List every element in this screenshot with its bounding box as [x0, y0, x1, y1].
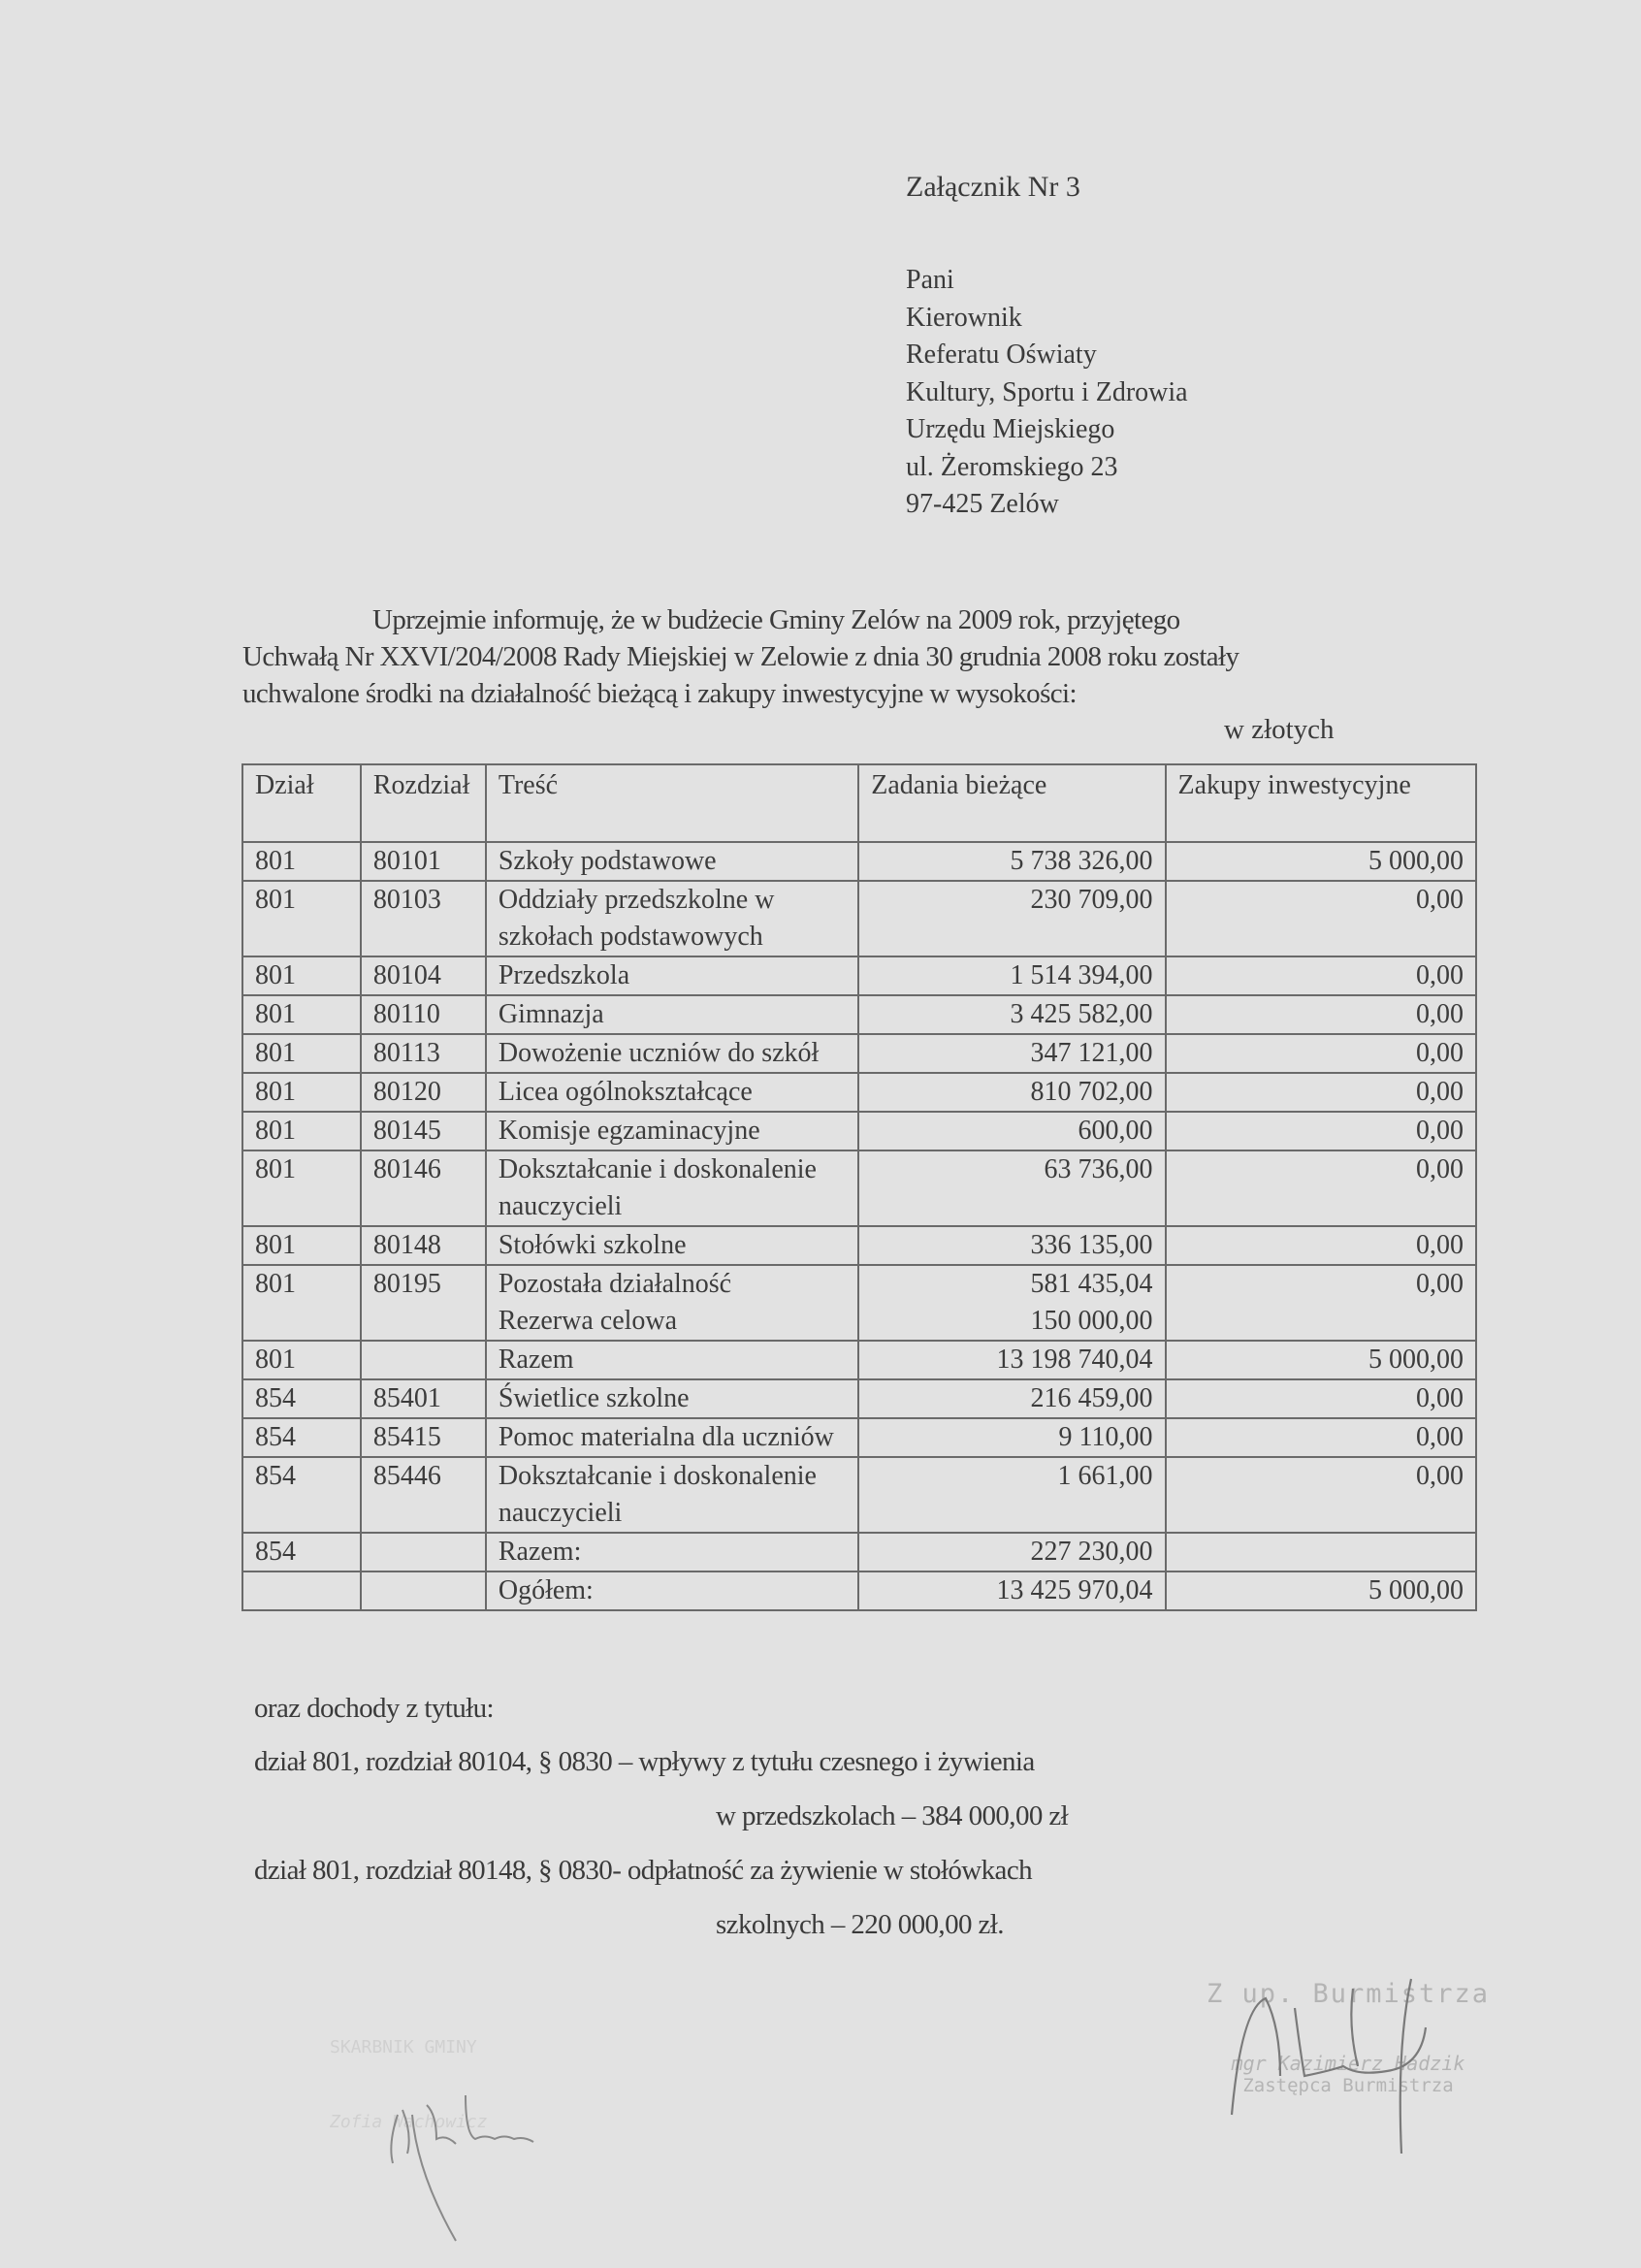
document-title: Załącznik Nr 3	[906, 171, 1080, 203]
cell-biezace: 216 459,00	[858, 1379, 1165, 1418]
cell-biezace: 227 230,00	[858, 1533, 1165, 1571]
header-tresc: Treść	[486, 764, 858, 842]
header-zadania-biezace: Zadania bieżące	[858, 764, 1165, 842]
recipient-address	[906, 262, 1188, 524]
cell-rozdzial: 80103	[361, 881, 486, 956]
table-row	[242, 1150, 1476, 1226]
table-row-total	[242, 1571, 1476, 1610]
budget-table	[241, 763, 1477, 1611]
tresc-line: Pozostała działalność	[498, 1269, 732, 1299]
cell-rozdzial: 80113	[361, 1034, 486, 1073]
cell-tresc: Razem:	[486, 1533, 858, 1571]
intro-line: Uprzejmie informuję, że w budżecie Gminy Zelów na 2009 rok, przyjętego	[372, 604, 1180, 635]
cell-tresc: Szkoły podstawowe	[486, 842, 858, 881]
biezace-line: 150 000,00	[1030, 1306, 1153, 1336]
cell-inwestycyjne: 0,00	[1166, 1073, 1477, 1112]
cell-biezace	[858, 1265, 1165, 1341]
cell-inwestycyjne: 0,00	[1166, 1226, 1477, 1265]
recipient-line: ul. Żeromskiego 23	[906, 451, 1118, 482]
table-header-row	[242, 764, 1476, 842]
header-rozdzial: Rozdział	[361, 764, 486, 842]
stamp-line: mgr Kazimierz Hadzik	[1231, 2052, 1465, 2075]
cell-rozdzial: 85401	[361, 1379, 486, 1418]
cell-dzial: 801	[242, 1073, 361, 1112]
cell-biezace: 347 121,00	[858, 1034, 1165, 1073]
stamp-line: Zastępca Burmistrza	[1242, 2075, 1454, 2096]
cell-inwestycyjne: 5 000,00	[1166, 1341, 1477, 1379]
cell-inwestycyjne: 5 000,00	[1166, 1571, 1477, 1610]
cell-biezace: 600,00	[858, 1112, 1165, 1150]
cell-biezace: 5 738 326,00	[858, 842, 1165, 881]
cell-rozdzial: 85446	[361, 1457, 486, 1533]
cell-rozdzial: 80120	[361, 1073, 486, 1112]
cell-dzial: 854	[242, 1379, 361, 1418]
header-zakupy-inwestycyjne: Zakupy inwestycyjne	[1166, 764, 1477, 842]
cell-biezace: 230 709,00	[858, 881, 1165, 956]
table-row	[242, 1034, 1476, 1073]
table-row	[242, 1379, 1476, 1418]
recipient-line: Referatu Oświaty	[906, 340, 1097, 370]
cell-dzial: 854	[242, 1418, 361, 1457]
cell-inwestycyjne: 0,00	[1166, 1265, 1477, 1341]
stamp-line: Zofia Wachowicz	[330, 2112, 488, 2132]
deputy-mayor-signature-icon	[1222, 1969, 1474, 2163]
cell-tresc: Gimnazja	[486, 995, 858, 1034]
cell-tresc: Licea ogólnokształcące	[486, 1073, 858, 1112]
cell-dzial: 801	[242, 995, 361, 1034]
cell-inwestycyjne: 0,00	[1166, 956, 1477, 995]
cell-dzial	[242, 1571, 361, 1610]
header-dzial: Dział	[242, 764, 361, 842]
cell-tresc: Świetlice szkolne	[486, 1379, 858, 1418]
stamp-line: SKARBNIK GMINY	[330, 2037, 477, 2057]
tresc-line: Rezerwa celowa	[498, 1306, 678, 1336]
recipient-line: Urzędu Miejskiego	[906, 414, 1115, 444]
income-item-2: dział 801, rozdział 80148, § 0830- odpłatność za żywienie w stołówkach	[254, 1855, 1032, 1886]
cell-tresc: Dokształcanie i doskonalenie nauczycieli	[486, 1150, 858, 1226]
unit-label: w złotych	[1224, 714, 1335, 745]
cell-rozdzial: 80145	[361, 1112, 486, 1150]
stamp-line: Z up. Burmistrza	[1206, 1979, 1491, 2009]
intro-paragraph	[242, 601, 1503, 712]
cell-biezace: 810 702,00	[858, 1073, 1165, 1112]
table-row	[242, 1418, 1476, 1457]
cell-dzial: 854	[242, 1533, 361, 1571]
cell-rozdzial	[361, 1571, 486, 1610]
cell-biezace: 63 736,00	[858, 1150, 1165, 1226]
cell-inwestycyjne: 0,00	[1166, 1150, 1477, 1226]
table-row-subtotal	[242, 1533, 1476, 1571]
cell-dzial: 801	[242, 1034, 361, 1073]
recipient-line: Kierownik	[906, 302, 1022, 333]
table-row	[242, 995, 1476, 1034]
cell-biezace: 1 514 394,00	[858, 956, 1165, 995]
cell-rozdzial: 80148	[361, 1226, 486, 1265]
table-row	[242, 842, 1476, 881]
income-item-1: dział 801, rozdział 80104, § 0830 – wpływy z tytułu czesnego i żywienia	[254, 1746, 1035, 1777]
cell-rozdzial	[361, 1341, 486, 1379]
treasurer-signature-icon	[369, 2057, 582, 2251]
intro-line: uchwalone środki na działalność bieżącą i zakupy inwestycyjne w wysokości:	[242, 678, 1077, 709]
cell-biezace: 336 135,00	[858, 1226, 1165, 1265]
cell-tresc: Dokształcanie i doskonalenie nauczycieli	[486, 1457, 858, 1533]
cell-inwestycyjne: 0,00	[1166, 1379, 1477, 1418]
table-row	[242, 1112, 1476, 1150]
table-row	[242, 1265, 1476, 1341]
table-row-subtotal	[242, 1341, 1476, 1379]
biezace-line: 581 435,04	[1030, 1269, 1153, 1299]
cell-inwestycyjne: 0,00	[1166, 1457, 1477, 1533]
table-row	[242, 1226, 1476, 1265]
income-item-1-amount: w przedszkolach – 384 000,00 zł	[716, 1800, 1069, 1831]
recipient-line: Pani	[906, 265, 954, 295]
table-row	[242, 956, 1476, 995]
table-row	[242, 881, 1476, 956]
cell-tresc: Oddziały przedszkolne w szkołach podstawowych	[486, 881, 858, 956]
cell-dzial: 801	[242, 956, 361, 995]
cell-tresc: Razem	[486, 1341, 858, 1379]
table-row	[242, 1073, 1476, 1112]
income-heading: oraz dochody z tytułu:	[254, 1693, 494, 1724]
cell-tresc: Przedszkola	[486, 956, 858, 995]
cell-biezace: 13 425 970,04	[858, 1571, 1165, 1610]
cell-tresc: Komisje egzaminacyjne	[486, 1112, 858, 1150]
cell-dzial: 801	[242, 1265, 361, 1341]
cell-dzial: 801	[242, 881, 361, 956]
cell-tresc: Pomoc materialna dla uczniów	[486, 1418, 858, 1457]
cell-biezace: 1 661,00	[858, 1457, 1165, 1533]
intro-line: Uchwałą Nr XXVI/204/2008 Rady Miejskiej w Zelowie z dnia 30 grudnia 2008 roku zostały	[242, 641, 1239, 672]
cell-rozdzial: 80110	[361, 995, 486, 1034]
cell-inwestycyjne: 0,00	[1166, 1418, 1477, 1457]
cell-tresc: Ogółem:	[486, 1571, 858, 1610]
cell-dzial: 801	[242, 1341, 361, 1379]
cell-dzial: 801	[242, 1150, 361, 1226]
cell-inwestycyjne	[1166, 1533, 1477, 1571]
cell-tresc: Stołówki szkolne	[486, 1226, 858, 1265]
cell-dzial: 801	[242, 842, 361, 881]
table-row	[242, 1457, 1476, 1533]
cell-dzial: 801	[242, 1112, 361, 1150]
income-item-2-amount: szkolnych – 220 000,00 zł.	[716, 1909, 1004, 1940]
cell-inwestycyjne: 5 000,00	[1166, 842, 1477, 881]
cell-inwestycyjne: 0,00	[1166, 995, 1477, 1034]
cell-rozdzial: 80104	[361, 956, 486, 995]
recipient-line: 97-425 Zelów	[906, 489, 1059, 519]
cell-dzial: 854	[242, 1457, 361, 1533]
cell-biezace: 9 110,00	[858, 1418, 1165, 1457]
cell-inwestycyjne: 0,00	[1166, 881, 1477, 956]
cell-rozdzial: 80146	[361, 1150, 486, 1226]
cell-rozdzial: 85415	[361, 1418, 486, 1457]
cell-inwestycyjne: 0,00	[1166, 1112, 1477, 1150]
cell-rozdzial: 80195	[361, 1265, 486, 1341]
cell-biezace: 13 198 740,04	[858, 1341, 1165, 1379]
cell-biezace: 3 425 582,00	[858, 995, 1165, 1034]
cell-rozdzial: 80101	[361, 842, 486, 881]
recipient-line: Kultury, Sportu i Zdrowia	[906, 376, 1188, 407]
cell-tresc	[486, 1265, 858, 1341]
cell-inwestycyjne: 0,00	[1166, 1034, 1477, 1073]
cell-tresc: Dowożenie uczniów do szkół	[486, 1034, 858, 1073]
cell-rozdzial	[361, 1533, 486, 1571]
cell-dzial: 801	[242, 1226, 361, 1265]
